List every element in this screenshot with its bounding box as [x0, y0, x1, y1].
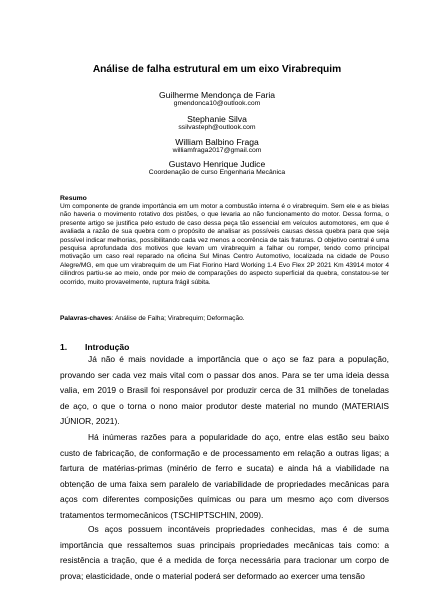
section-title: Introdução — [85, 342, 130, 352]
paper-title: Análise de falha estrutural em um eixo Virabrequim — [92, 64, 342, 75]
abstract-text: Um componente de grande importância em um motor a combustão interna é o virabrequim. Sem ele e as bielas não haveria o movimento rotativo dos pistões, o que levaria ao não funcionamento do motor. Dessa forma, o presente artigo se justifica pelo estudo de caso dessa peça tão essencial em veículos automotores, em que é avaliada a razão de sua quebra com o propósito de analisar as possíveis causas dessa quebra para que seja possível indicar melhorias, possibilitando cada vez menos a ocorrência de tais fraturas. O objetivo central é uma pesquisa aprofundada dos motivos que levam um virabrequim a falhar ou romper, tendo como principal motivação um caso real reparado na oficina Sul Minas Centro Automotivo, localizada na cidade de Pouso Alegre/MG, em que um virabrequim de um Fiat Fiorino Hard Working 1.4 Evo Flex 2P 2021 Km 43914 motor 4 cilindros partiu-se ao meio, onde por meio de comparações do aspecto superficial da quebra, constatou-se ter ocorrido, muito provavelmente, ruptura frágil súbita. — [60, 203, 389, 286]
author-block — [0, 137, 434, 155]
section-number: 1. — [60, 342, 68, 352]
abstract — [60, 195, 389, 287]
body-paragraph: Há inúmeras razões para a popularidade do aço, entre elas estão seu baixo custo de fabricação, de conformação e de processamento em relação a outras ligas; a fartura de matérias-primas (minério de ferro e sucata) e ainda há a viabilidade na obtenção de uma faixa sem paralelo de variabilidade de propriedades mecânicas para aços com diferentes composições químicas ou para um mesmo aço com diversos tratamentos termomecânicos (TSCHIPTSCHIN, 2009). — [60, 432, 389, 520]
author-block — [0, 90, 434, 108]
author-block — [0, 159, 434, 177]
author-affiliation: Coordenação de curso Engenharia Mecânica — [148, 169, 286, 176]
body-paragraph: Já não é mais novidade a importância que o aço se faz para a população, provando ser cada vez mais vital com o passar dos anos. Para se ter uma ideia dessa valia, em 2019 o Brasil foi responsável por produzir cerca de 31 milhões de toneladas de aço, o que o torna o nono maior produtor deste material no mundo (MATERIAIS JÚNIOR, 2021). — [60, 354, 389, 427]
author-email: gmendonca10@outlook.com — [173, 100, 261, 107]
keywords-text: : Análise de Falha; Virabrequim; Deformação. — [111, 315, 245, 322]
author-name: Guilherme Mendonça de Faria — [158, 90, 276, 100]
section-heading — [60, 342, 129, 352]
abstract-heading: Resumo — [60, 195, 87, 202]
keywords — [60, 315, 389, 323]
author-name: Gustavo Henrique Judice — [168, 159, 266, 169]
keywords-label: Palavras-chaves — [60, 315, 112, 322]
body-paragraph: Os aços possuem incontáveis propriedades conhecidas, mas é de suma importância que ressaltemos suas principais propriedades mecânicas tais como: a resistência a tração, que é a medida de força necessária para tracionar um corpo de prova; elasticidade, onde o material poderá ser deformado ao exercer uma tensão — [60, 524, 389, 581]
author-email: ssilvasteph@outlook.com — [178, 124, 256, 131]
author-block — [0, 114, 434, 132]
author-name: William Balbino Fraga — [175, 137, 259, 147]
author-email: williamfraga2017@gmail.com — [172, 147, 262, 154]
author-name: Stephanie Silva — [187, 114, 247, 124]
